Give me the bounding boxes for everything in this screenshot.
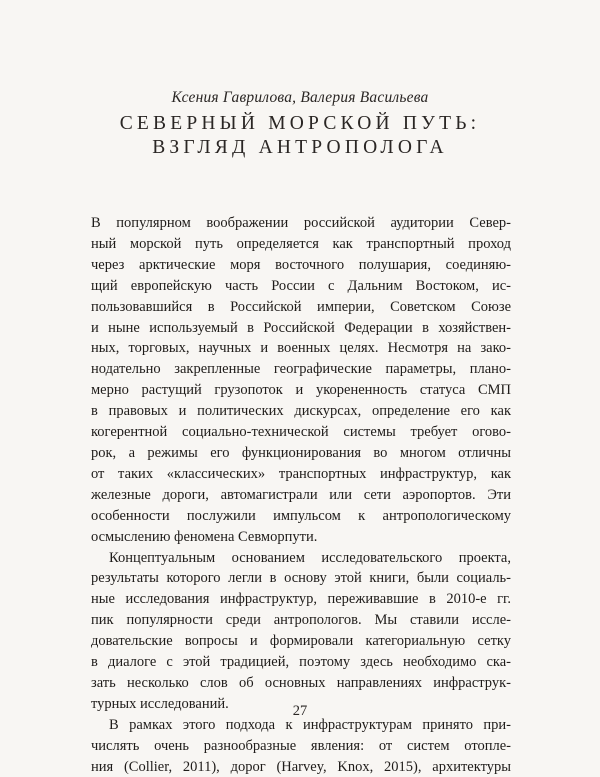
- chapter-body: [91, 213, 511, 777]
- page-number: 27: [292, 703, 308, 719]
- text-line: особенности послужили импульсом к антропологическому: [91, 507, 511, 524]
- text-line: мерно растущий грузопоток и укорененность статуса СМП: [91, 382, 511, 399]
- text-line: рок, а режимы его функционирования во многом отличны: [91, 444, 511, 461]
- text-line: В популярном воображении российской аудитории Север-: [91, 215, 511, 231]
- text-line: в правовых и политических дискурсах, определение его как: [91, 403, 511, 420]
- text-line: осмыслению феномена Севморпути.: [91, 528, 318, 545]
- text-line: турных исследований.: [91, 695, 229, 712]
- text-line: ния (Collier, 2011), дорог (Harvey, Knox, 2015), архитектуры: [91, 758, 511, 775]
- text-line: зать несколько слов об основных направлениях инфраструк-: [91, 674, 511, 691]
- text-line: числять очень разнообразные явления: от систем отопле-: [91, 737, 511, 754]
- text-line: пик популярности среди антропологов. Мы ставили иссле-: [91, 612, 511, 629]
- chapter-title: [0, 112, 600, 160]
- text-line: ные исследования инфраструктур, переживавшие в 2010-е гг.: [91, 591, 511, 608]
- text-line: довательские вопросы и формировали категориальную сетку: [91, 633, 511, 650]
- text-line: ный морской путь определяется как транспортный проход: [91, 235, 511, 252]
- text-line: железные дороги, автомагистрали или сети аэропортов. Эти: [91, 486, 511, 503]
- text-line: ных, торговых, научных и военных целях. Несмотря на зако-: [91, 340, 511, 357]
- chapter-title-line: СЕВЕРНЫЙ МОРСКОЙ ПУТЬ:: [119, 113, 481, 134]
- text-line: нодательно закрепленные географические параметры, плано-: [91, 361, 511, 378]
- paragraph: [91, 715, 511, 777]
- text-line: когерентной социально-технической системы требует огово-: [91, 424, 511, 441]
- text-line: В рамках этого подхода к инфраструктурам принято при-: [109, 716, 511, 733]
- chapter-title-line: ВЗГЛЯД АНТРОПОЛОГА: [152, 137, 448, 158]
- text-line: в диалоге с этой традицией, поэтому здесь необходимо ска-: [91, 654, 511, 671]
- text-line: результаты которого легли в основу этой книги, были социаль-: [91, 570, 511, 587]
- text-line: щий европейскую часть России с Дальним Востоком, ис-: [91, 277, 511, 294]
- text-line: через арктические моря восточного полушария, соединяю-: [91, 256, 511, 273]
- text-line: и ныне используемый в Российской Федерации в хозяйствен-: [91, 319, 511, 336]
- text-line: пользовавшийся в Российской империи, Советском Союзе: [91, 298, 511, 315]
- text-line: от таких «классических» транспортных инфраструктур, как: [91, 465, 511, 482]
- chapter-authors: Ксения Гаврилова, Валерия Васильева: [171, 89, 429, 106]
- text-line: Концептуальным основанием исследовательского проекта,: [109, 549, 511, 566]
- paragraph: [91, 213, 511, 548]
- paragraph: [91, 548, 511, 715]
